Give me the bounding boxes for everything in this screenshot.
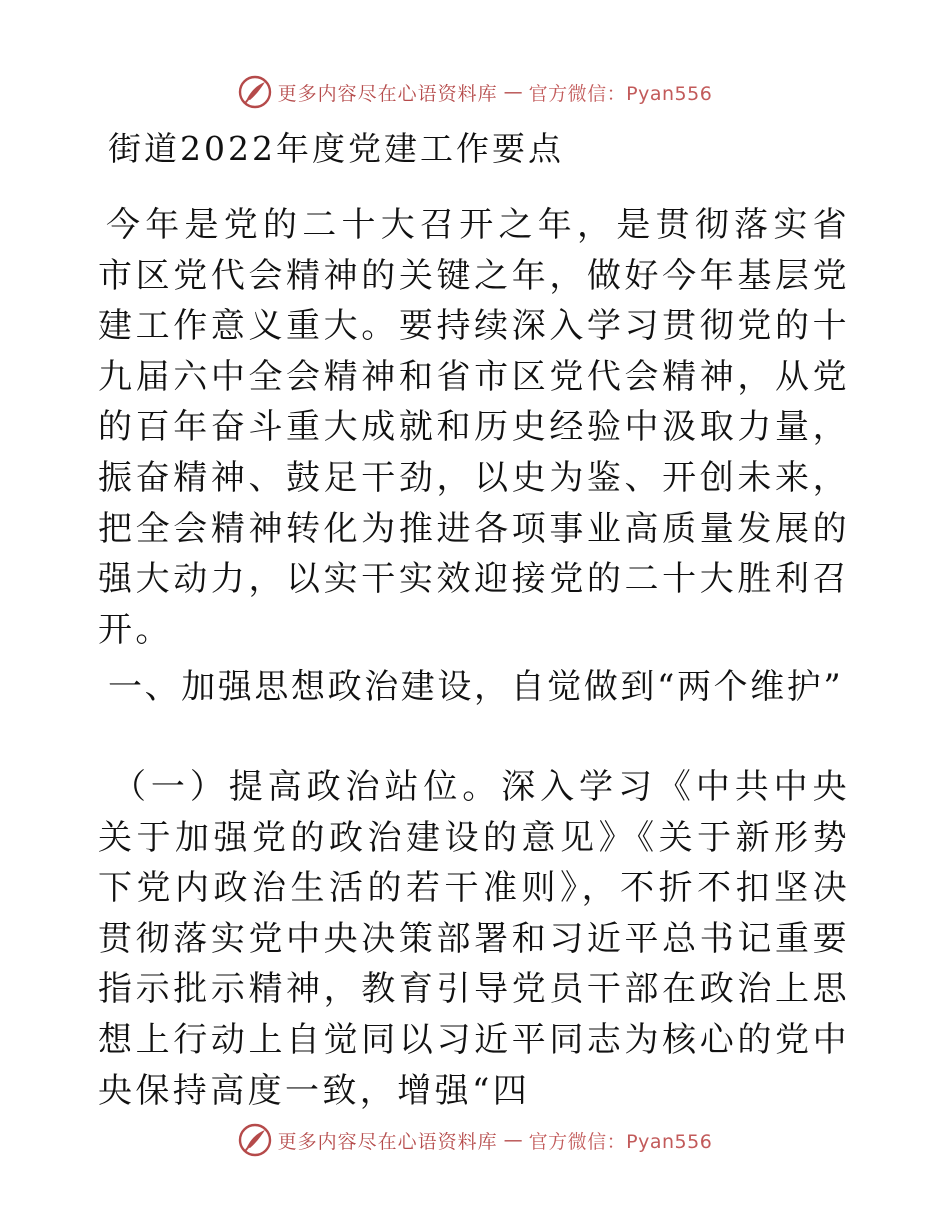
banner-text: 更多内容尽在心语资料库 (277, 82, 498, 105)
banner-text: 更多内容尽在心语资料库 (277, 1130, 498, 1153)
quill-logo-icon (238, 1123, 272, 1157)
banner-separator: — (503, 1129, 523, 1151)
section-heading-1: 一、加强思想政治建设，自觉做到“两个维护” (108, 667, 844, 707)
paragraph-section-1-item-1: （一）提高政治站位。深入学习《中共中央关于加强党的政治建设的意见》《关于新形势下党内政治生活的若干准则》，不折不扣坚决贯彻落实党中央决策部署和习近平总书记重要指示批示精神，教育引导党员干部在政治上思想上行动上自觉同以习近平同志为核心的党中央保持高度一致，增强“四 (98, 767, 850, 1111)
banner-wechat: 官方微信：Pyan556 (528, 1130, 713, 1153)
header-banner (0, 72, 950, 112)
footer-banner (0, 1120, 950, 1160)
quill-logo-icon (238, 75, 272, 109)
paragraph-intro: 今年是党的二十大召开之年，是贯彻落实省市区党代会精神的关键之年，做好今年基层党建工作意义重大。要持续深入学习贯彻党的十九届六中全会精神和省市区党代会精神，从党的百年奋斗重大成就和历史经验中汲取力量，振奋精神、鼓足干劲，以史为鉴、开创未来，把全会精神转化为推进各项事业高质量发展的强大动力，以实干实效迎接党的二十大胜利召开。 (98, 205, 850, 650)
banner-separator: — (503, 81, 523, 103)
banner-wechat: 官方微信：Pyan556 (528, 82, 713, 105)
document-title: 街道2022年度党建工作要点 (108, 129, 564, 168)
